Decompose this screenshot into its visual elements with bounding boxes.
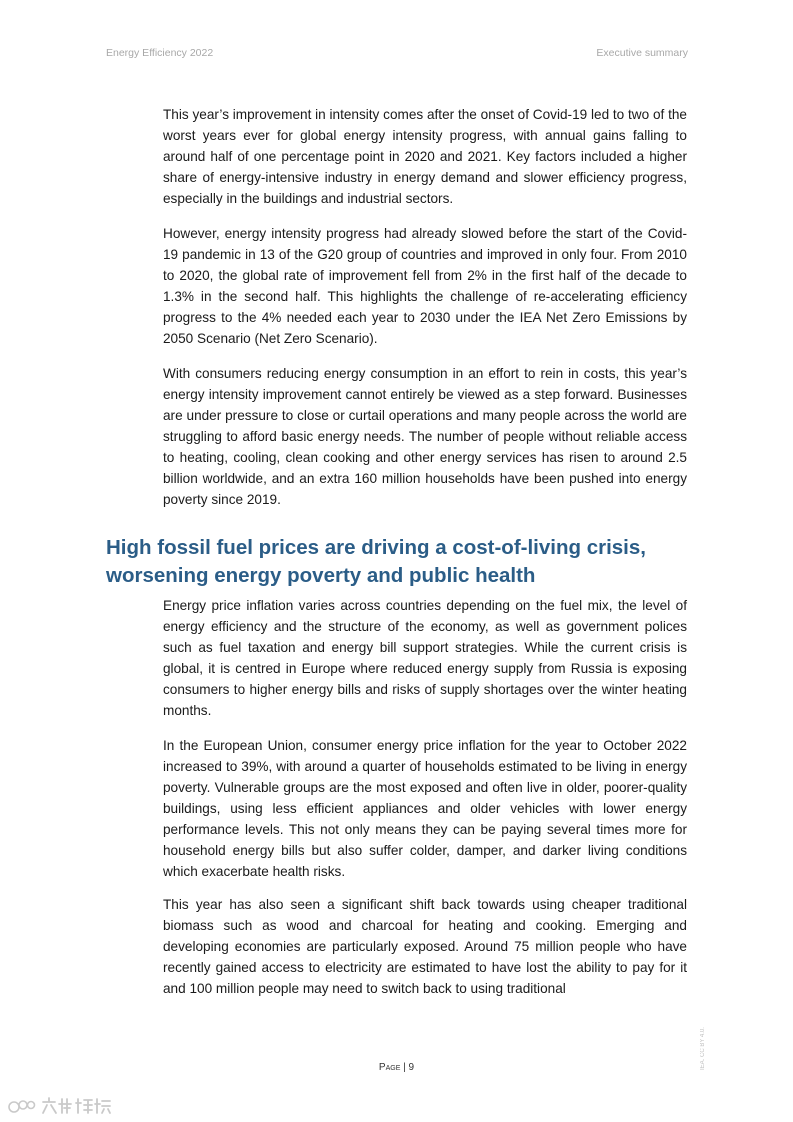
report-title: Energy Efficiency 2022	[106, 47, 214, 59]
license-mark: IEA. CC BY 4.0.	[700, 1027, 706, 1070]
paragraph-traditional-biomass: This year has also seen a significant shift back towards using cheaper traditional biomass such as wood and charcoal for heating and cooking. Emerging and developing economies are particularly exposed. Around 75 million people who have recently gained access to electricity are estimated to have lost the ability to pay for it and 100 million people may need to switch back to using traditional	[163, 897, 687, 996]
chapter-title: Executive summary	[596, 47, 688, 59]
paragraph-consumer-costs: With consumers reducing energy consumption in an effort to rein in costs, this year’s energy intensity improvement cannot entirely be viewed as a step forward. Businesses are under pressure to close or curtail operations and many people across the world are struggling to afford basic energy needs. The number of people without reliable access to heating, cooling, clean cooking and other energy services has risen to around 2.5 billion worldwide, and an extra 160 million households have been pushed into energy poverty since 2019.	[163, 366, 687, 507]
page-label: Page	[378, 1062, 401, 1073]
watermark-logo-icon	[8, 1097, 36, 1115]
paragraph-price-inflation: Energy price inflation varies across countries depending on the fuel mix, the level of energy efficiency and the structure of the economy, as well as government polices such as fuel taxation and energy bill support strategies. While the current crisis is global, it is centred in Europe where reduced energy supply from Russia is exposing consumers to higher energy bills and risks of supply shortages over the winter heating months.	[163, 598, 687, 718]
paragraph-intensity-covid: This year’s improvement in intensity comes after the onset of Covid-19 led to two of the worst years ever for global energy intensity progress, with annual gains falling to around half of one percentage point in 2020 and 2021. Key factors included a higher share of energy-intensive industry in energy demand and slower efficiency progress, especially in the buildings and industrial sectors.	[163, 107, 687, 206]
watermark-text-icon	[40, 1096, 112, 1116]
paragraph-g20-slowdown: However, energy intensity progress had already slowed before the start of the Covid-19 pandemic in 13 of the G20 group of countries and improved in only four. From 2010 to 2020, the global rate of improvement fell from 2% in the first half of the decade to 1.3% in the second half. This highlights the challenge of re-accelerating efficiency progress to the 4% needed each year to 2030 under the IEA Net Zero Emissions by 2050 Scenario (Net Zero Scenario).	[163, 226, 687, 346]
page-number: 9	[408, 1062, 415, 1073]
paragraph-european-union: In the European Union, consumer energy price inflation for the year to October 2022 increased to 39%, with around a quarter of households estimated to be living in energy poverty. Vulnerable groups are the most exposed and often live in older, poorer-quality buildings, using less efficient appliances and older vehicles with lower energy performance levels. This not only means they can be paying several times more for household energy bills but also suffer colder, damper, and darker living conditions which exacerbate health risks.	[163, 738, 687, 879]
watermark	[8, 1094, 112, 1118]
page-number-footer	[0, 1062, 793, 1073]
section-heading: High fossil fuel prices are driving a cost-of-living crisis, worsening energy poverty and public health	[106, 536, 646, 587]
page-separator: |	[400, 1062, 409, 1073]
